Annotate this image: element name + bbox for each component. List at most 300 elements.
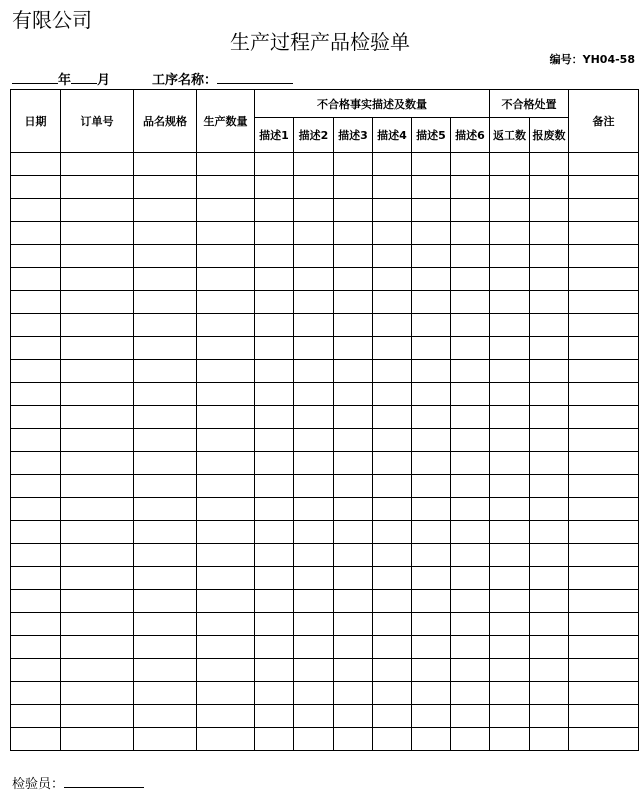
table-cell[interactable] [412,199,451,222]
table-cell[interactable] [412,705,451,728]
table-cell[interactable] [134,153,197,176]
table-cell[interactable] [334,475,373,498]
table-cell[interactable] [373,153,412,176]
table-cell[interactable] [412,360,451,383]
table-cell[interactable] [255,590,294,613]
table-cell[interactable] [490,521,530,544]
table-cell[interactable] [490,222,530,245]
table-cell[interactable] [134,475,197,498]
table-cell[interactable] [11,728,61,751]
table-cell[interactable] [334,429,373,452]
table-cell[interactable] [530,728,569,751]
table-cell[interactable] [294,222,334,245]
table-cell[interactable] [294,268,334,291]
table-cell[interactable] [373,521,412,544]
table-cell[interactable] [569,337,639,360]
table-cell[interactable] [11,613,61,636]
table-cell[interactable] [255,452,294,475]
table-cell[interactable] [61,337,134,360]
table-cell[interactable] [451,406,490,429]
table-cell[interactable] [11,222,61,245]
table-cell[interactable] [255,153,294,176]
table-cell[interactable] [197,728,255,751]
table-cell[interactable] [451,567,490,590]
table-cell[interactable] [451,475,490,498]
table-cell[interactable] [255,636,294,659]
table-cell[interactable] [197,245,255,268]
table-cell[interactable] [134,544,197,567]
table-cell[interactable] [197,659,255,682]
table-cell[interactable] [197,544,255,567]
table-cell[interactable] [451,544,490,567]
table-cell[interactable] [490,728,530,751]
table-cell[interactable] [412,521,451,544]
table-cell[interactable] [61,452,134,475]
table-cell[interactable] [334,544,373,567]
table-cell[interactable] [11,383,61,406]
table-cell[interactable] [569,291,639,314]
table-cell[interactable] [255,360,294,383]
table-cell[interactable] [255,728,294,751]
table-cell[interactable] [334,337,373,360]
table-cell[interactable] [61,383,134,406]
table-cell[interactable] [61,222,134,245]
table-cell[interactable] [412,314,451,337]
table-cell[interactable] [412,636,451,659]
table-cell[interactable] [530,590,569,613]
table-cell[interactable] [490,659,530,682]
table-cell[interactable] [490,613,530,636]
table-cell[interactable] [490,590,530,613]
table-cell[interactable] [255,659,294,682]
table-cell[interactable] [490,406,530,429]
table-cell[interactable] [569,567,639,590]
table-cell[interactable] [255,222,294,245]
table-cell[interactable] [451,222,490,245]
table-cell[interactable] [373,291,412,314]
table-cell[interactable] [61,636,134,659]
table-cell[interactable] [530,613,569,636]
table-cell[interactable] [569,521,639,544]
table-cell[interactable] [61,498,134,521]
table-cell[interactable] [255,199,294,222]
table-cell[interactable] [334,360,373,383]
table-cell[interactable] [294,544,334,567]
table-cell[interactable] [294,429,334,452]
table-cell[interactable] [530,360,569,383]
table-cell[interactable] [569,153,639,176]
table-cell[interactable] [134,521,197,544]
table-cell[interactable] [451,452,490,475]
table-cell[interactable] [134,176,197,199]
table-cell[interactable] [569,705,639,728]
table-cell[interactable] [197,705,255,728]
table-cell[interactable] [569,360,639,383]
table-cell[interactable] [569,613,639,636]
table-cell[interactable] [61,314,134,337]
table-cell[interactable] [373,245,412,268]
table-cell[interactable] [255,498,294,521]
table-cell[interactable] [197,406,255,429]
table-cell[interactable] [11,636,61,659]
table-cell[interactable] [11,498,61,521]
table-cell[interactable] [490,544,530,567]
table-cell[interactable] [530,682,569,705]
table-cell[interactable] [61,544,134,567]
table-cell[interactable] [373,728,412,751]
table-cell[interactable] [530,199,569,222]
table-cell[interactable] [569,475,639,498]
table-cell[interactable] [294,314,334,337]
table-cell[interactable] [134,429,197,452]
table-cell[interactable] [11,475,61,498]
table-cell[interactable] [134,406,197,429]
table-cell[interactable] [255,337,294,360]
table-cell[interactable] [530,636,569,659]
table-cell[interactable] [134,452,197,475]
table-cell[interactable] [490,636,530,659]
table-cell[interactable] [255,705,294,728]
table-cell[interactable] [373,636,412,659]
table-cell[interactable] [294,659,334,682]
table-cell[interactable] [530,475,569,498]
table-cell[interactable] [255,291,294,314]
table-cell[interactable] [334,222,373,245]
table-cell[interactable] [530,406,569,429]
table-cell[interactable] [569,659,639,682]
table-cell[interactable] [294,245,334,268]
table-cell[interactable] [490,498,530,521]
table-cell[interactable] [294,383,334,406]
table-cell[interactable] [569,406,639,429]
table-cell[interactable] [569,544,639,567]
table-cell[interactable] [451,153,490,176]
table-cell[interactable] [451,521,490,544]
table-cell[interactable] [294,406,334,429]
table-cell[interactable] [11,360,61,383]
table-cell[interactable] [569,429,639,452]
table-cell[interactable] [294,613,334,636]
table-cell[interactable] [334,613,373,636]
table-cell[interactable] [530,268,569,291]
table-cell[interactable] [451,682,490,705]
table-cell[interactable] [569,222,639,245]
table-cell[interactable] [412,245,451,268]
table-cell[interactable] [412,176,451,199]
table-cell[interactable] [134,291,197,314]
table-cell[interactable] [490,429,530,452]
table-cell[interactable] [294,682,334,705]
table-cell[interactable] [373,659,412,682]
table-cell[interactable] [197,636,255,659]
table-cell[interactable] [134,682,197,705]
table-cell[interactable] [61,613,134,636]
table-cell[interactable] [134,222,197,245]
table-cell[interactable] [451,314,490,337]
table-cell[interactable] [569,682,639,705]
table-cell[interactable] [197,498,255,521]
table-cell[interactable] [530,337,569,360]
table-cell[interactable] [451,360,490,383]
inspector-blank[interactable] [64,775,144,788]
table-cell[interactable] [197,613,255,636]
table-cell[interactable] [61,659,134,682]
table-cell[interactable] [61,475,134,498]
table-cell[interactable] [61,153,134,176]
table-cell[interactable] [61,521,134,544]
table-cell[interactable] [530,544,569,567]
table-cell[interactable] [412,291,451,314]
table-cell[interactable] [334,268,373,291]
table-cell[interactable] [334,245,373,268]
table-cell[interactable] [197,429,255,452]
table-cell[interactable] [197,360,255,383]
table-cell[interactable] [490,452,530,475]
table-cell[interactable] [294,498,334,521]
table-cell[interactable] [451,268,490,291]
table-cell[interactable] [373,613,412,636]
table-cell[interactable] [61,406,134,429]
table-cell[interactable] [334,682,373,705]
table-cell[interactable] [451,429,490,452]
table-cell[interactable] [451,337,490,360]
table-cell[interactable] [134,590,197,613]
table-cell[interactable] [134,705,197,728]
table-cell[interactable] [11,452,61,475]
table-cell[interactable] [134,636,197,659]
table-cell[interactable] [451,705,490,728]
table-cell[interactable] [197,222,255,245]
table-cell[interactable] [490,682,530,705]
table-cell[interactable] [451,176,490,199]
table-cell[interactable] [61,590,134,613]
table-cell[interactable] [334,705,373,728]
table-cell[interactable] [134,498,197,521]
table-cell[interactable] [61,291,134,314]
table-cell[interactable] [530,521,569,544]
table-cell[interactable] [334,728,373,751]
table-cell[interactable] [530,176,569,199]
table-cell[interactable] [294,590,334,613]
table-cell[interactable] [255,176,294,199]
table-cell[interactable] [61,567,134,590]
table-cell[interactable] [11,153,61,176]
table-cell[interactable] [61,728,134,751]
table-cell[interactable] [294,636,334,659]
table-cell[interactable] [61,199,134,222]
table-cell[interactable] [11,544,61,567]
table-cell[interactable] [197,153,255,176]
table-cell[interactable] [294,521,334,544]
table-cell[interactable] [11,682,61,705]
table-cell[interactable] [11,268,61,291]
table-cell[interactable] [197,452,255,475]
table-cell[interactable] [255,544,294,567]
table-cell[interactable] [530,452,569,475]
table-cell[interactable] [412,728,451,751]
table-cell[interactable] [255,429,294,452]
table-cell[interactable] [334,291,373,314]
table-cell[interactable] [412,475,451,498]
table-cell[interactable] [373,383,412,406]
table-cell[interactable] [294,176,334,199]
table-cell[interactable] [61,429,134,452]
table-cell[interactable] [412,544,451,567]
table-cell[interactable] [334,314,373,337]
table-cell[interactable] [451,659,490,682]
table-cell[interactable] [134,199,197,222]
table-cell[interactable] [451,728,490,751]
table-cell[interactable] [255,268,294,291]
table-cell[interactable] [412,613,451,636]
table-cell[interactable] [490,705,530,728]
table-cell[interactable] [530,705,569,728]
table-cell[interactable] [134,659,197,682]
table-cell[interactable] [255,383,294,406]
table-cell[interactable] [11,429,61,452]
table-cell[interactable] [197,199,255,222]
table-cell[interactable] [451,199,490,222]
table-cell[interactable] [412,383,451,406]
table-cell[interactable] [134,728,197,751]
table-cell[interactable] [373,222,412,245]
table-cell[interactable] [490,176,530,199]
table-cell[interactable] [255,475,294,498]
table-cell[interactable] [197,314,255,337]
table-cell[interactable] [530,498,569,521]
table-cell[interactable] [490,383,530,406]
table-cell[interactable] [334,153,373,176]
table-cell[interactable] [569,452,639,475]
table-cell[interactable] [373,590,412,613]
table-cell[interactable] [490,314,530,337]
table-cell[interactable] [412,337,451,360]
table-cell[interactable] [569,383,639,406]
table-cell[interactable] [294,567,334,590]
table-cell[interactable] [197,291,255,314]
table-cell[interactable] [451,636,490,659]
table-cell[interactable] [569,636,639,659]
table-cell[interactable] [255,245,294,268]
table-cell[interactable] [490,337,530,360]
table-cell[interactable] [334,590,373,613]
table-cell[interactable] [373,705,412,728]
table-cell[interactable] [530,245,569,268]
table-cell[interactable] [451,291,490,314]
table-cell[interactable] [373,176,412,199]
table-cell[interactable] [373,429,412,452]
table-cell[interactable] [197,521,255,544]
table-cell[interactable] [412,590,451,613]
table-cell[interactable] [61,176,134,199]
table-cell[interactable] [412,406,451,429]
table-cell[interactable] [490,268,530,291]
table-cell[interactable] [490,291,530,314]
table-cell[interactable] [569,498,639,521]
table-cell[interactable] [11,521,61,544]
table-cell[interactable] [197,590,255,613]
table-cell[interactable] [134,337,197,360]
table-cell[interactable] [569,728,639,751]
table-cell[interactable] [334,199,373,222]
month-blank[interactable] [71,71,97,84]
table-cell[interactable] [412,222,451,245]
table-cell[interactable] [412,452,451,475]
table-cell[interactable] [134,613,197,636]
table-cell[interactable] [294,337,334,360]
table-cell[interactable] [490,567,530,590]
table-cell[interactable] [11,199,61,222]
table-cell[interactable] [255,567,294,590]
table-cell[interactable] [530,567,569,590]
table-cell[interactable] [11,705,61,728]
table-cell[interactable] [451,383,490,406]
table-cell[interactable] [373,498,412,521]
table-cell[interactable] [294,452,334,475]
table-cell[interactable] [294,199,334,222]
table-cell[interactable] [334,659,373,682]
table-cell[interactable] [294,475,334,498]
table-cell[interactable] [134,245,197,268]
table-cell[interactable] [373,199,412,222]
table-cell[interactable] [451,498,490,521]
table-cell[interactable] [294,291,334,314]
table-cell[interactable] [197,682,255,705]
table-cell[interactable] [530,291,569,314]
table-cell[interactable] [530,153,569,176]
table-cell[interactable] [11,590,61,613]
table-cell[interactable] [334,452,373,475]
table-cell[interactable] [197,567,255,590]
table-cell[interactable] [294,153,334,176]
table-cell[interactable] [530,429,569,452]
table-cell[interactable] [61,360,134,383]
table-cell[interactable] [11,291,61,314]
table-cell[interactable] [373,360,412,383]
table-cell[interactable] [373,314,412,337]
table-cell[interactable] [197,268,255,291]
table-cell[interactable] [412,682,451,705]
table-cell[interactable] [11,567,61,590]
table-cell[interactable] [294,728,334,751]
table-cell[interactable] [11,337,61,360]
table-cell[interactable] [490,475,530,498]
table-cell[interactable] [334,176,373,199]
table-cell[interactable] [569,314,639,337]
table-cell[interactable] [197,383,255,406]
table-cell[interactable] [294,705,334,728]
table-cell[interactable] [451,590,490,613]
table-cell[interactable] [412,268,451,291]
table-cell[interactable] [334,498,373,521]
table-cell[interactable] [530,222,569,245]
table-cell[interactable] [197,337,255,360]
table-cell[interactable] [334,636,373,659]
table-cell[interactable] [197,475,255,498]
table-cell[interactable] [490,199,530,222]
table-cell[interactable] [11,659,61,682]
table-cell[interactable] [412,498,451,521]
year-blank[interactable] [12,71,58,84]
table-cell[interactable] [569,590,639,613]
table-cell[interactable] [294,360,334,383]
table-cell[interactable] [490,360,530,383]
table-cell[interactable] [569,199,639,222]
table-cell[interactable] [373,452,412,475]
table-cell[interactable] [197,176,255,199]
process-blank[interactable] [217,71,293,84]
table-cell[interactable] [11,406,61,429]
